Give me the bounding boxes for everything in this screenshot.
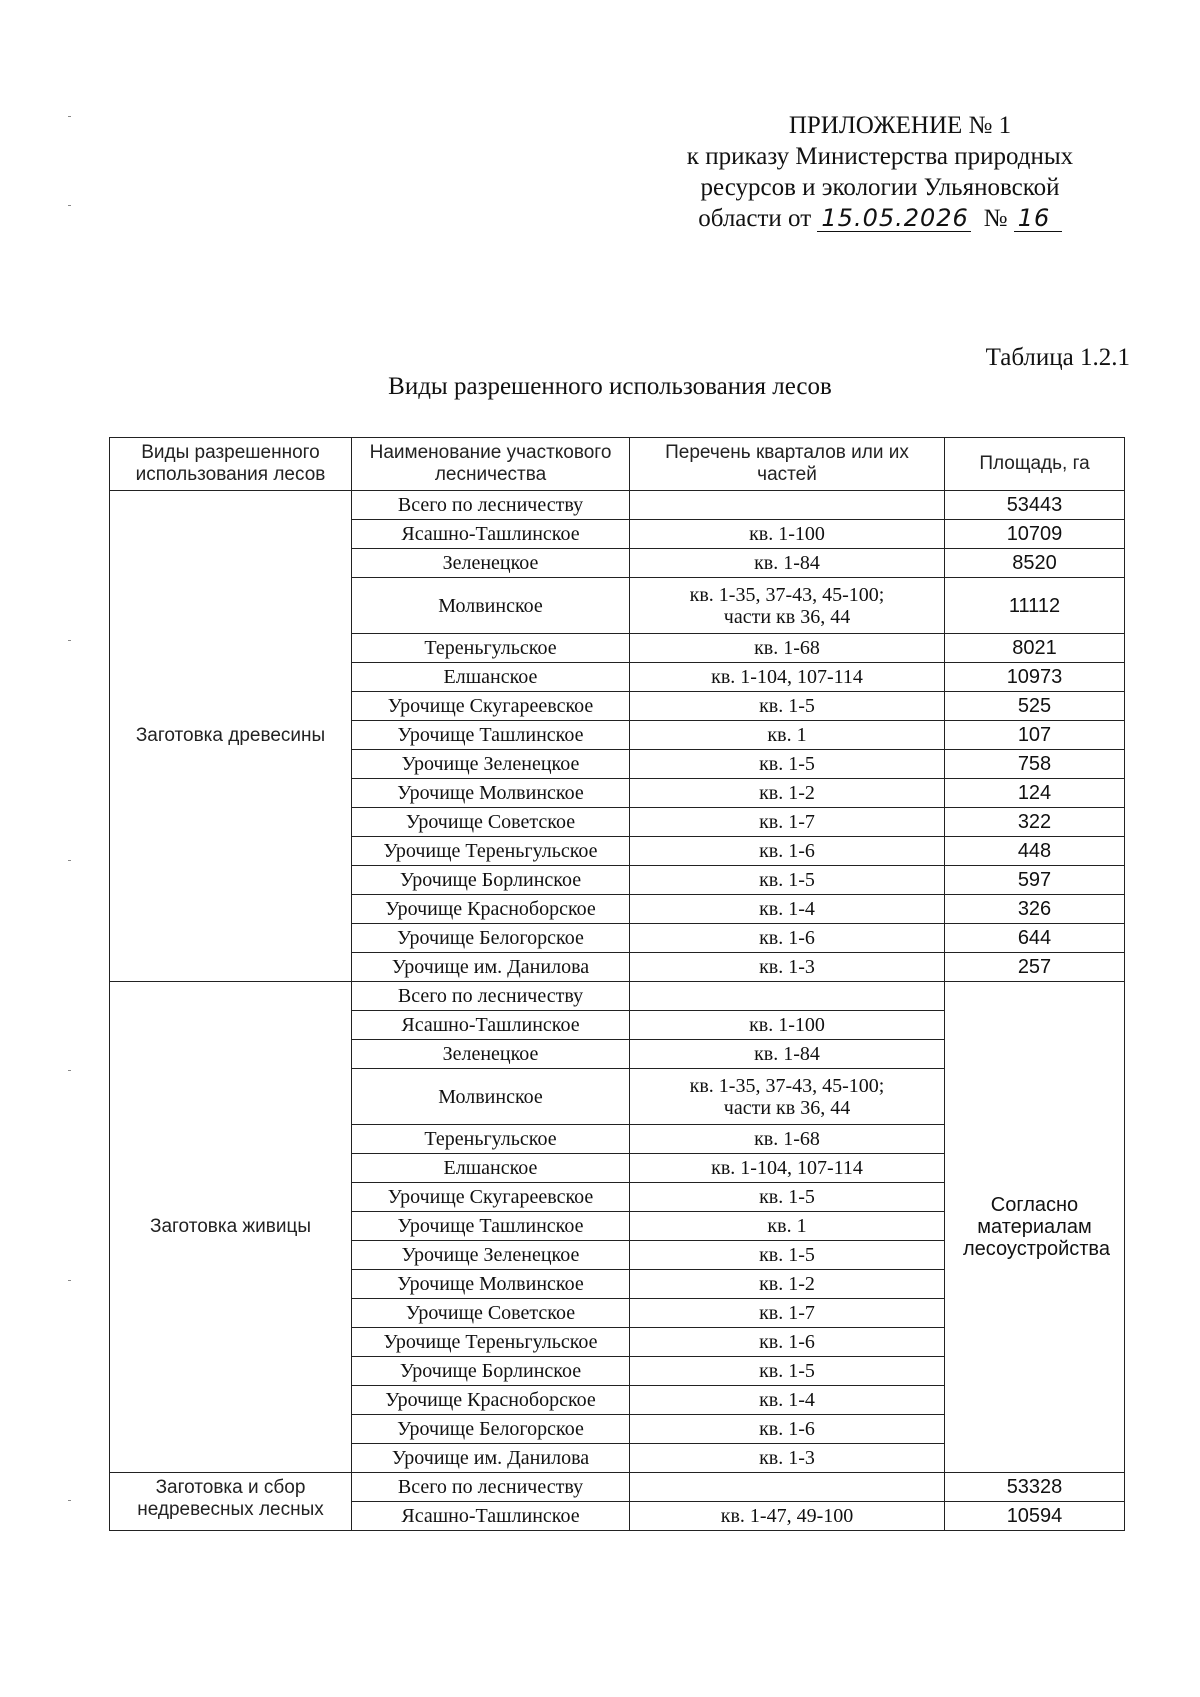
quarters-text: кв. 1-35, 37-43, 45-100; [689,1074,885,1097]
quarters-text: кв. 1-6 [759,927,815,949]
forestry-name-cell: Урочище Молвинское [352,779,630,808]
quarters-cell [630,808,945,837]
quarters-cell [630,866,945,895]
order-line-2: ресурсов и экологии Ульяновской [700,174,1060,201]
order-line-1: к приказу Министерства природных [686,143,1074,170]
forestry-name-cell: Урочище Молвинское [352,1270,630,1299]
area-cell: 257 [945,953,1125,982]
area-merged-cell: Согласно материалам лесоустройства [945,982,1125,1473]
quarters-text: кв. 1-104, 107-114 [711,1157,863,1179]
use-kind-cell: Заготовка и сбор недревесных лесных [110,1473,352,1531]
table-row [110,982,1125,1011]
table-row [110,1473,1125,1502]
forestry-name-cell: Елшанское [352,1154,630,1183]
quarters-cell [630,1241,945,1270]
quarters-text: кв. 1-2 [759,1273,815,1295]
header-area: Площадь, га [945,438,1125,491]
quarters-cell [630,1357,945,1386]
forestry-name-cell: Молвинское [352,1069,630,1125]
quarters-text: кв. 1-6 [759,1418,815,1440]
quarters-text: кв. 1-68 [754,1128,820,1150]
quarters-text: кв. 1-35, 37-43, 45-100; [689,583,885,606]
handwritten-number: 16 [1014,205,1062,232]
area-cell: 758 [945,750,1125,779]
table-number: Таблица 1.2.1 [985,344,1130,371]
area-cell: 644 [945,924,1125,953]
quarters-cell [630,1415,945,1444]
forestry-name-cell: Урочище Красноборское [352,1386,630,1415]
forestry-name-cell: Зеленецкое [352,549,630,578]
quarters-cell [630,1299,945,1328]
margin-mark [68,1280,71,1281]
forestry-name-cell: Урочище им. Данилова [352,953,630,982]
forestry-name-cell: Урочище Красноборское [352,895,630,924]
quarters-cell [630,750,945,779]
handwritten-date: 15.05.2026 [817,205,971,232]
area-cell: 124 [945,779,1125,808]
quarters-cell [630,1386,945,1415]
area-cell: 322 [945,808,1125,837]
quarters-text: кв. 1-7 [759,811,815,833]
quarters-text: кв. 1-104, 107-114 [711,666,863,688]
quarters-text: кв. 1-6 [759,1331,815,1353]
quarters-cell [630,520,945,549]
quarters-text: кв. 1-2 [759,782,815,804]
area-cell: 525 [945,692,1125,721]
quarters-cell [630,1154,945,1183]
table-body [110,491,1125,1531]
quarters-cell [630,1069,945,1125]
area-cell: 107 [945,721,1125,750]
margin-mark [68,205,71,206]
quarters-text: кв. 1-3 [759,1447,815,1469]
table-title: Виды разрешенного использования лесов [388,373,832,400]
quarters-text: кв. 1-84 [754,1043,820,1065]
header-kind: Виды разрешенного использования лесов [110,438,352,491]
forest-use-table [109,437,1125,1531]
quarters-cell [630,663,945,692]
quarters-text: кв. 1-5 [759,1360,815,1382]
quarters-text: кв. 1-68 [754,637,820,659]
quarters-text: кв. 1-4 [759,1389,815,1411]
quarters-cell [630,578,945,634]
quarters-cell [630,1502,945,1531]
margin-mark [68,1070,71,1071]
forestry-name-cell: Зеленецкое [352,1040,630,1069]
appendix-header [640,110,1120,234]
area-cell: 448 [945,837,1125,866]
quarters-cell [630,549,945,578]
forestry-name-cell: Елшанское [352,663,630,692]
quarters-cell [630,953,945,982]
quarters-cell [630,1183,945,1212]
order-date-line [640,203,1120,234]
forestry-name-cell: Урочище Скугареевское [352,1183,630,1212]
forestry-name-cell: Урочище Тереньгульское [352,1328,630,1357]
margin-mark [68,860,71,861]
area-cell: 11112 [945,578,1125,634]
forestry-name-cell: Урочище им. Данилова [352,1444,630,1473]
table-row [110,491,1125,520]
header-name: Наименование участкового лесничества [352,438,630,491]
forestry-name-cell: Урочище Белогорское [352,1415,630,1444]
forestry-name-cell: Урочище Скугареевское [352,692,630,721]
forestry-name-cell: Урочище Советское [352,808,630,837]
area-cell: 53443 [945,491,1125,520]
quarters-text: кв. 1-3 [759,956,815,978]
forestry-name-cell: Всего по лесничеству [352,982,630,1011]
quarters-text: кв. 1-100 [749,1014,825,1036]
margin-mark [68,116,71,117]
margin-mark [68,1500,71,1501]
quarters-text-line2: части кв 36, 44 [723,1096,851,1119]
area-cell: 8520 [945,549,1125,578]
quarters-cell [630,1011,945,1040]
quarters-text: кв. 1-5 [759,869,815,891]
forestry-name-cell: Урочище Ташлинское [352,1212,630,1241]
area-cell: 597 [945,866,1125,895]
quarters-cell [630,721,945,750]
quarters-cell [630,837,945,866]
quarters-cell [630,779,945,808]
margin-mark [68,640,71,641]
area-cell: 53328 [945,1473,1125,1502]
forestry-name-cell: Урочище Ташлинское [352,721,630,750]
quarters-cell [630,634,945,663]
use-kind-cell: Заготовка живицы [110,982,352,1473]
quarters-cell [630,1212,945,1241]
forestry-name-cell: Урочище Белогорское [352,924,630,953]
area-cell: 10973 [945,663,1125,692]
forestry-name-cell: Молвинское [352,578,630,634]
quarters-text: кв. 1-47, 49-100 [720,1505,854,1527]
forestry-name-cell: Тереньгульское [352,634,630,663]
quarters-text: кв. 1-6 [759,840,815,862]
quarters-text: кв. 1-7 [759,1302,815,1324]
quarters-cell [630,1473,945,1502]
forestry-name-cell: Всего по лесничеству [352,491,630,520]
quarters-text-line2: части кв 36, 44 [723,605,851,628]
forestry-name-cell: Урочище Зеленецкое [352,1241,630,1270]
date-prefix: области от [698,205,812,232]
area-cell: 10594 [945,1502,1125,1531]
forestry-name-cell: Урочище Советское [352,1299,630,1328]
quarters-text: кв. 1-84 [754,552,820,574]
area-cell: 8021 [945,634,1125,663]
quarters-cell [630,1444,945,1473]
forestry-name-cell: Тереньгульское [352,1125,630,1154]
quarters-cell [630,491,945,520]
forestry-name-cell: Ясашно-Ташлинское [352,1502,630,1531]
quarters-text: кв. 1 [767,1215,807,1237]
table-header-row [110,438,1125,491]
quarters-text: кв. 1 [767,724,807,746]
quarters-cell [630,1040,945,1069]
forestry-name-cell: Ясашно-Ташлинское [352,520,630,549]
quarters-text: кв. 1-4 [759,898,815,920]
quarters-cell [630,982,945,1011]
header-list: Перечень кварталов или их частей [630,438,945,491]
area-cell: 326 [945,895,1125,924]
forestry-name-cell: Ясашно-Ташлинское [352,1011,630,1040]
quarters-text: кв. 1-5 [759,695,815,717]
use-kind-cell: Заготовка древесины [110,491,352,982]
forestry-name-cell: Урочище Борлинское [352,866,630,895]
quarters-text: кв. 1-5 [759,1244,815,1266]
number-prefix: № [983,205,1008,232]
quarters-text: кв. 1-100 [749,523,825,545]
quarters-cell [630,692,945,721]
quarters-cell [630,1125,945,1154]
quarters-cell [630,895,945,924]
forestry-name-cell: Урочище Зеленецкое [352,750,630,779]
appendix-title: ПРИЛОЖЕНИЕ № 1 [788,112,1012,139]
quarters-text: кв. 1-5 [759,1186,815,1208]
quarters-cell [630,1328,945,1357]
quarters-cell [630,924,945,953]
area-cell: 10709 [945,520,1125,549]
forestry-name-cell: Урочище Тереньгульское [352,837,630,866]
forestry-name-cell: Урочище Борлинское [352,1357,630,1386]
quarters-cell [630,1270,945,1299]
quarters-text: кв. 1-5 [759,753,815,775]
forestry-name-cell: Всего по лесничеству [352,1473,630,1502]
